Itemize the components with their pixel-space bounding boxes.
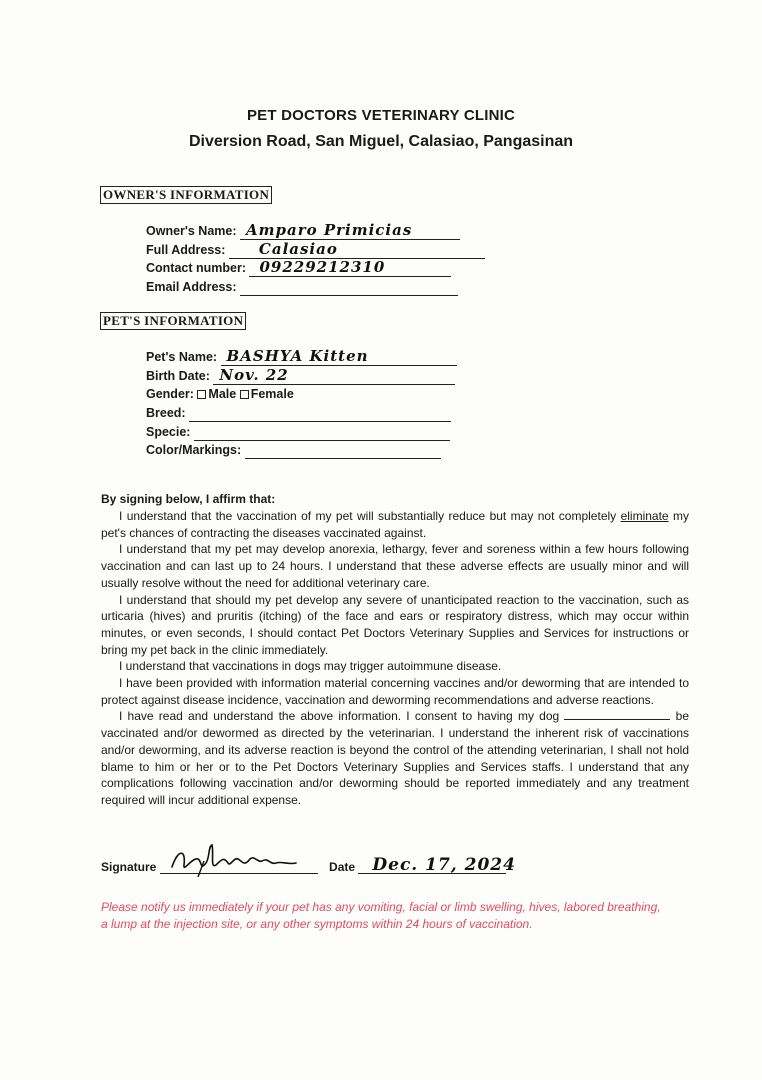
pet-birth-label: Birth Date:	[146, 369, 210, 383]
pet-color-field[interactable]	[245, 443, 441, 459]
owner-address-row	[146, 241, 485, 259]
owner-name-field[interactable]	[240, 221, 460, 240]
affirm-paragraph-4: I understand that vaccinations in dogs may trigger autoimmune disease.	[119, 659, 502, 674]
signature-scribble	[164, 843, 314, 877]
gender-male-label: Male	[208, 387, 237, 401]
notify-note: Please notify us immediately if your pet has any vomiting, facial or limb swelling, hives, labored breathing, a lump at the injection site, or any other symptoms within 24 hours of vaccination.	[101, 900, 661, 931]
pet-specie-row	[146, 423, 450, 441]
affirm-paragraph-2: I understand that my pet may develop anorexia, lethargy, fever and soreness within a few hours following vaccination and can last up to 24 hours. I understand that these adverse effects are usually minor and will usually resolve without the need for additional veterinary care.	[101, 542, 689, 590]
pet-gender-label: Gender:	[146, 387, 194, 401]
owner-address-field[interactable]	[229, 240, 485, 259]
date-label: Date	[329, 860, 356, 874]
owner-contact-field[interactable]	[249, 258, 451, 277]
affirm-body	[101, 508, 689, 809]
signature-row	[101, 855, 516, 875]
affirm-paragraph-6: I have read and understand the above information. I consent to having my dog be vaccinated and/or dewormed as directed by the veterinarian. I understand the inherent risk of vaccinations and/or deworming, and its adverse reaction is beyond the control of the attending veterinarian, I shall not hold blame to him or her or to the Pet Doctors Veterinary Supplies and Services staffs. I understand that any complications following vaccination and/or deworming should be reported immediately and any treatment required will incur additional expense.	[101, 709, 689, 807]
owner-address-label: Full Address:	[146, 243, 226, 257]
pet-birth-row	[146, 367, 455, 385]
owner-email-row	[146, 278, 458, 296]
pet-name-label: Pet's Name:	[146, 350, 218, 364]
pet-name-row	[146, 348, 457, 366]
pet-color-row	[146, 441, 441, 459]
owner-contact-label: Contact number:	[146, 261, 246, 275]
pet-color-label: Color/Markings:	[146, 443, 242, 457]
pet-section-title: PET'S INFORMATION	[100, 312, 246, 330]
pet-name-field[interactable]	[221, 347, 457, 366]
gender-female-label: Female	[250, 387, 294, 401]
date-value: Dec. 17, 2024	[372, 855, 516, 875]
pet-breed-label: Breed:	[146, 406, 186, 420]
pet-specie-label: Specie:	[146, 425, 191, 439]
gender-female-checkbox[interactable]	[240, 390, 249, 399]
owner-contact-value: 09229212310	[259, 258, 386, 276]
signature-label: Signature	[101, 860, 157, 874]
affirm-title: By signing below, I affirm that:	[101, 492, 276, 506]
pet-breed-field[interactable]	[189, 406, 451, 422]
affirm-paragraph-1: I understand that the vaccination of my pet will substantially reduce but may not completely eliminate my pet's chances of contracting the diseases vaccinated against.	[101, 509, 689, 540]
pet-gender-row	[146, 385, 294, 403]
pet-birth-value: Nov. 22	[219, 366, 289, 384]
pet-breed-row	[146, 404, 451, 422]
owner-email-label: Email Address:	[146, 280, 237, 294]
date-field[interactable]	[358, 855, 516, 875]
owner-name-row	[146, 222, 460, 240]
clinic-address: Diversion Road, San Miguel, Calasiao, Pangasinan	[188, 133, 574, 150]
pet-specie-field[interactable]	[194, 425, 450, 441]
gender-male-checkbox[interactable]	[197, 390, 206, 399]
pet-birth-field[interactable]	[213, 366, 455, 385]
affirm-paragraph-3: I understand that should my pet develop any severe of unanticipated reaction to the vaccination, such as urticaria (hives) and pruritis (itching) of the face and ears or respiratory distress, which may occur within minutes, or even seconds, I should contact Pet Doctors Veterinary Supplies and Services for instructions or bring my pet back in the clinic immediately.	[101, 592, 689, 657]
owner-name-label: Owner's Name:	[146, 224, 237, 238]
signature-field[interactable]	[160, 861, 318, 874]
owner-address-value: Calasiao	[258, 240, 338, 258]
dog-name-blank[interactable]	[564, 709, 670, 720]
owner-email-field[interactable]	[240, 280, 458, 296]
owner-name-value: Amparo Primicias	[246, 221, 413, 239]
eliminate-underlined: eliminate	[620, 509, 669, 523]
owner-contact-row	[146, 259, 451, 277]
pet-name-value: BASHYA Kitten	[226, 347, 369, 365]
affirm-paragraph-5: I have been provided with information material concerning vaccines and/or deworming that are intended to protect against disease incidence, vaccination and deworming recommendations and adverse reactions.	[101, 676, 689, 707]
owner-section-title: OWNER'S INFORMATION	[100, 186, 272, 204]
clinic-name: PET DOCTORS VETERINARY CLINIC	[246, 107, 516, 124]
